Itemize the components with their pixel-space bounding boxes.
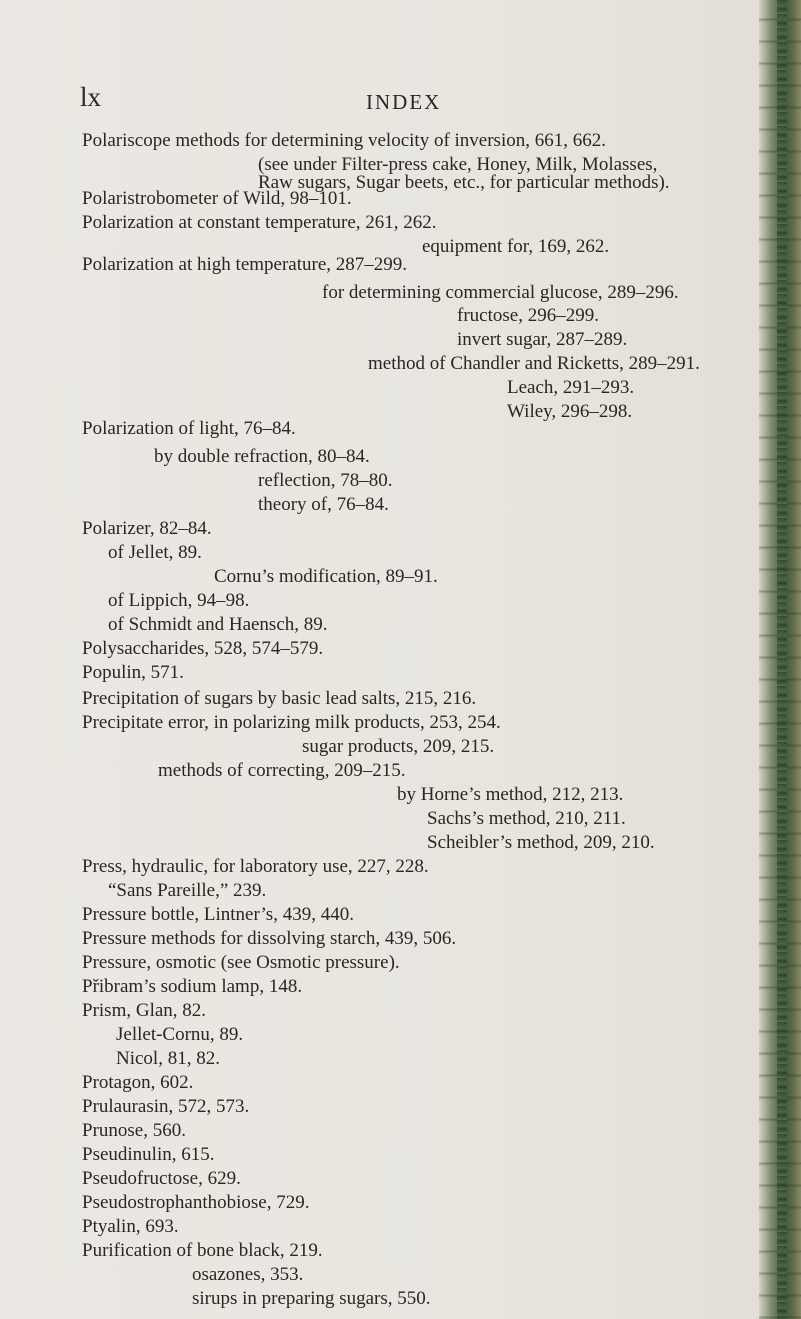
- page-number: lx: [80, 82, 102, 112]
- index-entry: reflection, 78–80.: [258, 470, 393, 491]
- index-entry: Prism, Glan, 82.: [82, 1000, 207, 1021]
- index-entry: fructose, 296–299.: [457, 305, 599, 326]
- index-entry: Ptyalin, 693.: [82, 1216, 179, 1237]
- index-entry: methods of correcting, 209–215.: [158, 760, 406, 781]
- index-entry: Polarization at constant temperature, 261, 262.: [82, 212, 437, 233]
- index-entry: Pseudofructose, 629.: [82, 1168, 241, 1189]
- index-entry: Precipitate error, in polarizing milk products, 253, 254.: [82, 712, 501, 733]
- index-entry: of Lippich, 94–98.: [108, 590, 250, 611]
- index-entry: “Sans Pareille,” 239.: [108, 880, 267, 901]
- index-entry: Cornu’s modification, 89–91.: [214, 566, 438, 587]
- index-entry: Protagon, 602.: [82, 1072, 194, 1093]
- index-entry: Polariscope methods for determining velocity of inversion, 661, 662.: [82, 130, 606, 151]
- index-entry: Polarization of light, 76–84.: [82, 418, 296, 439]
- book-edge: [759, 0, 801, 1319]
- book-edge-texture: [777, 0, 787, 1319]
- index-entry: Populin, 571.: [82, 662, 184, 683]
- index-entry: Nicol, 81, 82.: [116, 1048, 220, 1069]
- index-entry: Pressure bottle, Lintner’s, 439, 440.: [82, 904, 354, 925]
- index-entry: by double refraction, 80–84.: [154, 446, 370, 467]
- index-entry: Press, hydraulic, for laboratory use, 227, 228.: [82, 856, 429, 877]
- index-entry: Polaristrobometer of Wild, 98–101.: [82, 188, 352, 209]
- index-entry: (see under Filter-press cake, Honey, Milk, Molasses,: [258, 154, 658, 175]
- index-entry: Precipitation of sugars by basic lead salts, 215, 216.: [82, 688, 477, 709]
- index-entry: by Horne’s method, 212, 213.: [397, 784, 624, 805]
- index-entry: sugar products, 209, 215.: [302, 736, 495, 757]
- index-entry: Pseudinulin, 615.: [82, 1144, 215, 1165]
- index-entry: Prulaurasin, 572, 573.: [82, 1096, 250, 1117]
- index-entry: Polysaccharides, 528, 574–579.: [82, 638, 324, 659]
- index-entry: theory of, 76–84.: [258, 494, 389, 515]
- index-entry: Purification of bone black, 219.: [82, 1240, 323, 1261]
- index-entry: sirups in preparing sugars, 550.: [192, 1288, 431, 1309]
- index-entry: Wiley, 296–298.: [507, 401, 633, 422]
- index-entry: Prunose, 560.: [82, 1120, 186, 1141]
- index-entry: Pressure, osmotic (see Osmotic pressure).: [82, 952, 400, 973]
- index-entry: Raw sugars, Sugar beets, etc., for particular methods).: [258, 172, 670, 193]
- index-entry: Pseudostrophanthobiose, 729.: [82, 1192, 310, 1213]
- index-entry: Leach, 291–293.: [507, 377, 635, 398]
- index-entry: invert sugar, 287–289.: [457, 329, 628, 350]
- running-head: INDEX: [366, 90, 442, 114]
- index-entry: for determining commercial glucose, 289–296.: [322, 282, 679, 303]
- index-entry: Pressure methods for dissolving starch, 439, 506.: [82, 928, 457, 949]
- index-entry: osazones, 353.: [192, 1264, 304, 1285]
- index-entry: method of Chandler and Ricketts, 289–291.: [368, 353, 700, 374]
- index-entry: equipment for, 169, 262.: [422, 236, 610, 257]
- index-entry: Jellet-Cornu, 89.: [116, 1024, 244, 1045]
- index-entry: of Schmidt and Haensch, 89.: [108, 614, 328, 635]
- index-entry: Přibram’s sodium lamp, 148.: [82, 976, 303, 997]
- index-entry: of Jellet, 89.: [108, 542, 202, 563]
- index-entry: Scheibler’s method, 209, 210.: [427, 832, 655, 853]
- index-entry: Polarizer, 82–84.: [82, 518, 212, 539]
- index-entry: Sachs’s method, 210, 211.: [427, 808, 626, 829]
- index-entry: Polarization at high temperature, 287–299.: [82, 254, 408, 275]
